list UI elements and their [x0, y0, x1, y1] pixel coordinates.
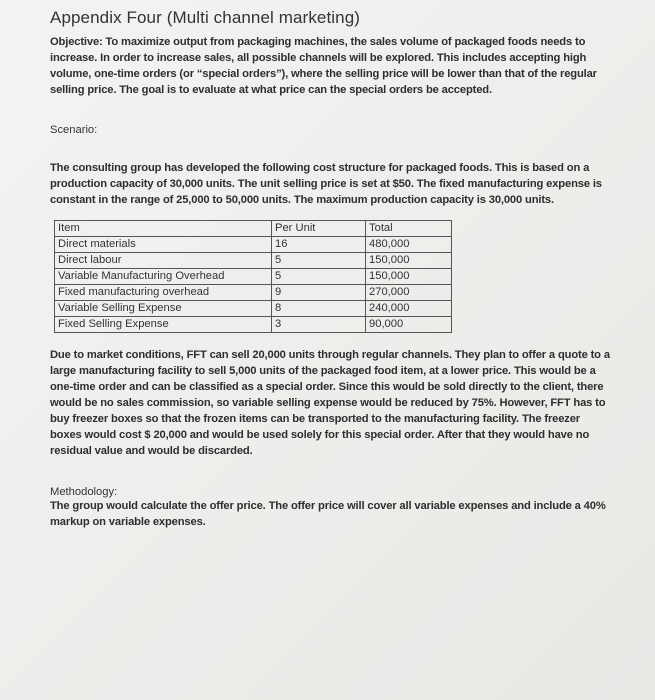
scenario-label: Scenario:	[50, 124, 98, 136]
cell-item: Fixed Selling Expense	[55, 317, 272, 333]
cell-total: 480,000	[366, 237, 452, 253]
document-page	[50, 8, 610, 530]
cell-per-unit: 5	[272, 253, 366, 269]
cell-item: Fixed manufacturing overhead	[55, 285, 272, 301]
cell-item: Variable Manufacturing Overhead	[55, 269, 272, 285]
table-row	[55, 269, 452, 285]
objective-paragraph: Objective: To maximize output from packaging machines, the sales volume of packaged foods needs to increase. In order to increase sales, all possible channels will be explored. This includes accepting high volume, one-time orders (or “special orders”), where the selling price will be lower than that of the regular selling price. The goal is to evaluate at what price can the special orders be accepted.	[50, 36, 597, 96]
cell-total: 240,000	[366, 301, 452, 317]
cell-per-unit: 3	[272, 317, 366, 333]
cell-total: 270,000	[366, 285, 452, 301]
methodology-paragraph: The group would calculate the offer price. The offer price will cover all variable expenses and include a 40% markup on variable expenses.	[50, 500, 606, 528]
cell-total: 90,000	[366, 317, 452, 333]
cell-item: Direct materials	[55, 237, 272, 253]
cell-per-unit: 16	[272, 237, 366, 253]
table-row	[55, 237, 452, 253]
appendix-title: Appendix Four (Multi channel marketing)	[50, 8, 361, 27]
table-row	[55, 301, 452, 317]
table-row	[55, 317, 452, 333]
cell-per-unit: 8	[272, 301, 366, 317]
header-item: Item	[55, 221, 272, 237]
cell-per-unit: 9	[272, 285, 366, 301]
methodology-label: Methodology:	[50, 486, 118, 498]
cost-structure-table	[54, 220, 452, 333]
cell-item: Variable Selling Expense	[55, 301, 272, 317]
table-row	[55, 285, 452, 301]
header-total: Total	[366, 221, 452, 237]
table-row	[55, 253, 452, 269]
cell-total: 150,000	[366, 253, 452, 269]
cell-total: 150,000	[366, 269, 452, 285]
cell-item: Direct labour	[55, 253, 272, 269]
header-per-unit: Per Unit	[272, 221, 366, 237]
table-header-row	[55, 221, 452, 237]
scenario-paragraph: The consulting group has developed the following cost structure for packaged foods. This is based on a production capacity of 30,000 units. The unit selling price is set at $50. The fixed manufacturing expense is constant in the range of 25,000 to 50,000 units. The maximum production capacity is 30,000 units.	[50, 162, 602, 206]
cell-per-unit: 5	[272, 269, 366, 285]
market-conditions-paragraph: Due to market conditions, FFT can sell 20,000 units through regular channels. They plan to offer a quote to a large manufacturing facility to sell 5,000 units of the packaged food item, at a lower price. This would be a one-time order and can be classified as a special order. Since this would be sold directly to the client, there would be no sales commission, so variable selling expense would be reduced by 75%. However, FFT has to buy freezer boxes so that the frozen items can be transported to the manufacturing facility. The freezer boxes would cost $ 20,000 and would be used solely for this special order. After that they would have no residual value and would be discarded.	[50, 349, 610, 457]
